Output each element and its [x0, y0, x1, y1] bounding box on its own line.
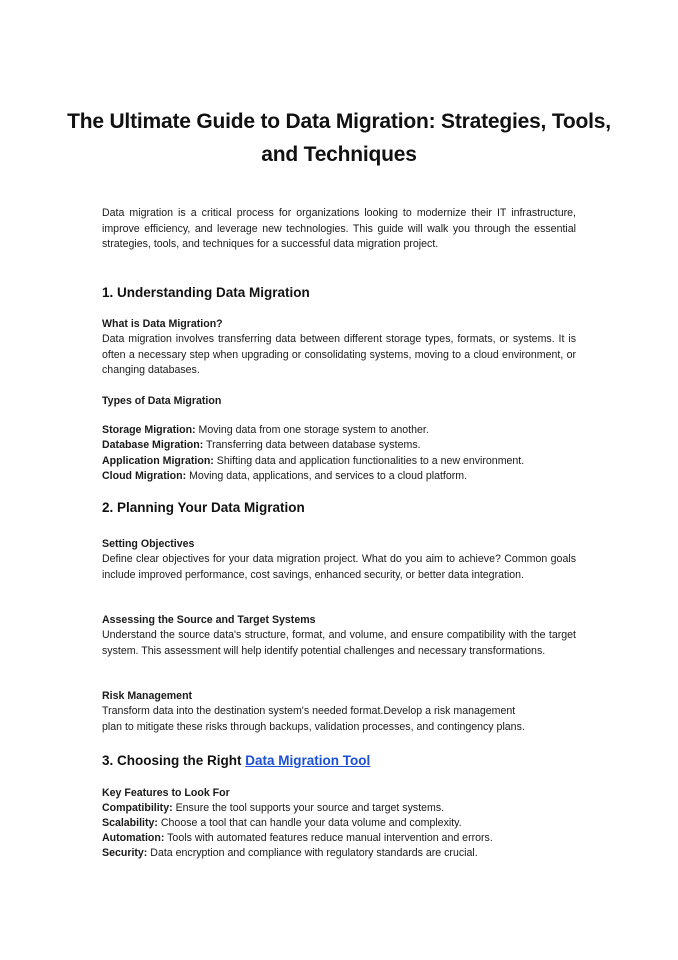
list-item [102, 816, 576, 831]
list-item [102, 469, 576, 484]
list-item-term: Scalability: [102, 817, 158, 829]
list-item [102, 846, 576, 861]
list-item [102, 831, 576, 846]
list-item [102, 438, 576, 453]
data-migration-tool-link[interactable]: Data Migration Tool [245, 753, 371, 768]
subheading-types: Types of Data Migration [102, 395, 222, 407]
subheading-key-features: Key Features to Look For [102, 787, 230, 799]
list-item-term: Database Migration: [102, 439, 204, 451]
list-item-desc: Moving data from one storage system to another. [198, 424, 429, 436]
assessing-paragraph: Understand the source data's structure, format, and volume, and ensure compatibility with the target system. This assessment will help identify potential challenges and necessary transformations. [102, 629, 576, 657]
list-item-term: Security: [102, 847, 148, 859]
risk-paragraph-line-2: plan to mitigate these risks through backups, validation processes, and contingency plans. [102, 721, 525, 733]
risk-paragraph-line-1: Transform data into the destination system's needed format.Develop a risk management [102, 705, 516, 717]
list-item-term: Application Migration: [102, 455, 214, 467]
list-item-term: Cloud Migration: [102, 470, 187, 482]
list-item-desc: Ensure the tool supports your source and target systems. [175, 802, 445, 814]
list-item-term: Compatibility: [102, 802, 173, 814]
list-item [102, 801, 576, 816]
list-item [102, 454, 576, 469]
intro-paragraph: Data migration is a critical process for organizations looking to modernize their IT infrastructure, improve efficiency, and leverage new technologies. This guide will walk you through the essential strategies, tools, and techniques for a successful data migration project. [102, 207, 576, 251]
list-item-desc: Transferring data between database systems. [206, 439, 421, 451]
objectives-paragraph: Define clear objectives for your data migration project. What do you aim to achieve? Common goals include improved performance, cost savings, enhanced security, or better data integration. [102, 553, 576, 581]
section-heading-prefix: 3. Choosing the Right [102, 753, 246, 768]
subheading-assessing: Assessing the Source and Target Systems [102, 614, 316, 626]
page-title: The Ultimate Guide to Data Migration: Strategies, Tools, and Techniques [67, 110, 611, 166]
section-heading-planning: 2. Planning Your Data Migration [102, 500, 305, 515]
list-item-desc: Tools with automated features reduce manual intervention and errors. [167, 832, 493, 844]
section-heading-understanding: 1. Understanding Data Migration [102, 285, 310, 300]
subheading-risk: Risk Management [102, 690, 193, 702]
list-item-term: Automation: [102, 832, 165, 844]
list-item-desc: Moving data, applications, and services to a cloud platform. [189, 470, 468, 482]
section-heading-choosing [102, 752, 576, 770]
list-item-desc: Choose a tool that can handle your data volume and complexity. [160, 817, 462, 829]
list-item-term: Storage Migration: [102, 424, 196, 436]
subheading-what-is: What is Data Migration? [102, 318, 223, 330]
what-is-paragraph: Data migration involves transferring data between different storage types, formats, or systems. It is often a necessary step when upgrading or consolidating systems, moving to a cloud environment, or changing databases. [102, 333, 576, 376]
list-item-desc: Shifting data and application functionalities to a new environment. [216, 455, 525, 467]
list-item [102, 423, 576, 438]
list-item-desc: Data encryption and compliance with regulatory standards are crucial. [150, 847, 478, 859]
subheading-objectives: Setting Objectives [102, 538, 195, 550]
